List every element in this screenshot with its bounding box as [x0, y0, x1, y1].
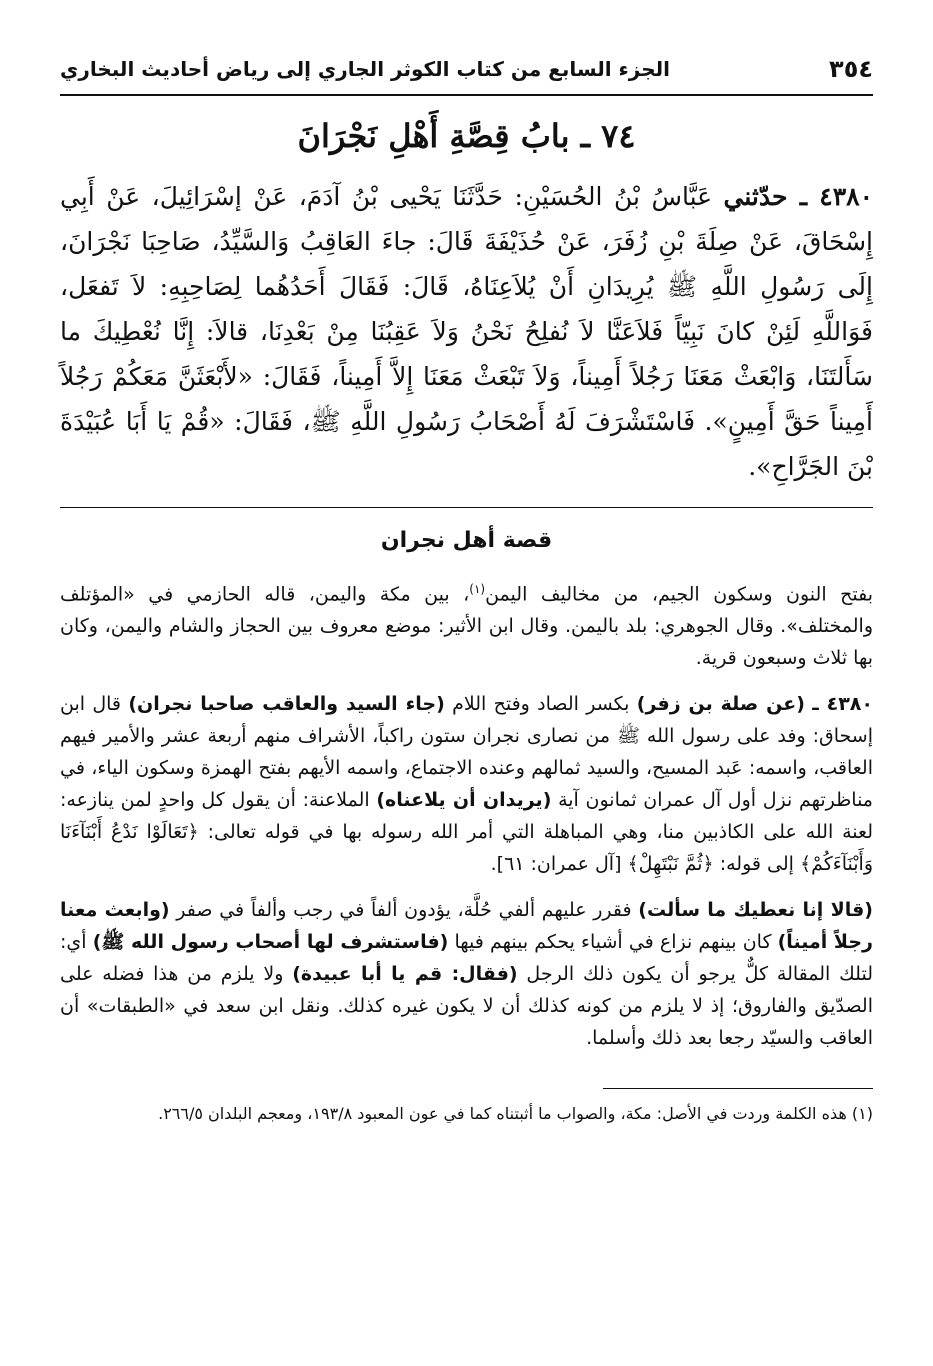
hadith-text	[60, 174, 873, 489]
footnote-number: (١)	[851, 1104, 873, 1124]
section-divider	[60, 507, 873, 508]
footnote-text: هذه الكلمة وردت في الأصل: مكة، والصواب ما أثبتناه كما في عون المعبود ١٩٣/٨، ومعجم البلدان ٢٦٦/٥.	[158, 1104, 847, 1124]
commentary	[60, 573, 873, 1054]
commentary-text: كان بينهم نزاع في أشياء يحكم بينهم فيها	[448, 931, 778, 954]
page-number: ٣٥٤	[829, 55, 873, 83]
quoted-phrase: (فقال: قم يا أبا عبيدة)	[292, 963, 518, 986]
commentary-title: قصة أهل نجران	[380, 528, 553, 553]
commentary-paragraph-2	[60, 688, 873, 880]
quoted-phrase: (قالا إنا نعطيك ما سألت)	[638, 899, 873, 922]
quoted-phrase: (جاء السيد والعاقب صاحبا نجران)	[128, 693, 445, 716]
commentary-paragraph-3	[60, 894, 873, 1054]
commentary-text: أي: لتلك المقالة كلٌّ يرجو أن يكون ذلك الرجل	[60, 931, 873, 986]
footnote	[60, 1099, 873, 1129]
quoted-phrase: (يريدان أن يلاعناه)	[376, 789, 552, 812]
commentary-paragraph-1	[60, 573, 873, 674]
commentary-text: ، بين مكة واليمن، قاله الحازمي في «المؤتلف والمختلف». وقال الجوهري: بلد باليمن. وقال ابن الأثير: موضع معروف بين الحجاز والشام واليمن، وكان بها ثلاث وسبعون قرية.	[60, 583, 873, 670]
commentary-text: فقرر عليهم ألفي حُلَّة، يؤدون ألفاً في رجب وألفاً في صفر	[169, 899, 639, 922]
footnote-divider	[603, 1088, 873, 1089]
hadith-number: ٤٣٨٠ ـ حدّثني	[723, 182, 873, 211]
commentary-text: ولا يلزم من هذا فضله على الصدّيق والفاروق؛ إذ لا يلزم من كونه كذلك أن لا يكون غيره كذلك. ونقل ابن سعد في «الطبقات» أن العاقب والسيّد رجعا بعد ذلك وأسلما.	[60, 963, 873, 1050]
book-title: الجزء السابع من كتاب الكوثر الجاري إلى رياض أحاديث البخاري	[60, 57, 670, 81]
chapter-title: ٧٤ ـ بابُ قِصَّةِ أَهْلِ نَجْرَانَ	[297, 117, 636, 155]
quoted-phrase: (وابعث معنا رجلاً أميناً)	[60, 899, 873, 954]
commentary-text: قال ابن إسحاق: وفد على رسول الله ﷺ من نصارى نجران ستون راكباً، الأشراف منهم أربعة عشر والأمير فيهم العاقب، واسمه: عَبد المسيح، والسيد ثمالهم وعنده الاجتماع، واسمه الأيهم بفتح الهمزة وسكون الياء، في مناظرتهم نزل أول آل عمران ثمانون آية	[60, 693, 873, 812]
running-header	[60, 50, 873, 88]
footnote-marker: (١)	[469, 582, 486, 596]
hadith-body: عَبَّاسُ بْنُ الحُسَيْنِ: حَدَّثَنَا يَحْيى بْنُ آدَمَ، عَنْ إسْرَائِيلَ، عَنْ أَبِي إِسْحَاقَ، عَنْ صِلَةَ بْنِ زُفَرَ، عَنْ حُذَيْفَةَ قَالَ: جاءَ العَاقِبُ وَالسَّيِّدُ، صَاحِبَا نَجْرَانَ، إِلَى رَسُولِ اللَّهِ ﷺ يُرِيدَانِ أَنْ يُلاَعِنَاهُ، قَالَ: فَقَالَ أَحَدُهُما لِصَاحِبِهِ: لاَ تَفعَل، فَوَاللَّهِ لَئِنْ كانَ نَبِيّاً فَلاَعَنَّا لاَ نُفلِحُ نَحْنُ وَلاَ عَقِبُنَا مِنْ بَعْدِنَا، قالاَ: إِنَّا نُعْطِيكَ ما سَأَلتَنَا، وَابْعَثْ مَعَنَا رَجُلاً أَمِيناً، وَلاَ تَبْعَثْ مَعَنَا إِلاَّ أَمِيناً، فَقَالَ: «لأَبْعَثَنَّ مَعَكُمْ رَجُلاً أَمِيناً حَقَّ أَمِينٍ». فَاسْتَشْرَفَ لَهُ أَصْحَابُ رَسُولِ اللَّهِ ﷺ، فَقَالَ: «قُمْ يَا أَبَا عُبَيْدَةَ بْنَ الجَرَّاحِ».	[60, 182, 873, 481]
quoted-phrase: (عن صلة بن زفر)	[636, 693, 805, 716]
hadith-reference: ٤٣٨٠ ـ	[812, 693, 873, 716]
header-divider	[60, 94, 873, 96]
commentary-text: الملاعنة: أن يقول كل واحدٍ لمن ينازعه: لعنة الله على الكاذبين منا، وهي المباهلة التي أمر الله رسوله بها في قوله تعالى: ﴿تَعَالَوْا نَدْعُ أَبْنَآءَنَا وَأَبْنَآءَكُمْ﴾ إلى قوله: ﴿ثُمَّ نَبْتَهِلْ﴾ [آل عمران: ٦١].	[60, 789, 873, 876]
commentary-text: بفتح النون وسكون الجيم، من مخاليف اليمن	[485, 583, 873, 606]
commentary-text: بكسر الصاد وفتح اللام	[444, 693, 637, 716]
quoted-phrase: (فاستشرف لها أصحاب رسول الله ﷺ)	[92, 931, 449, 954]
document-page	[60, 50, 873, 1129]
